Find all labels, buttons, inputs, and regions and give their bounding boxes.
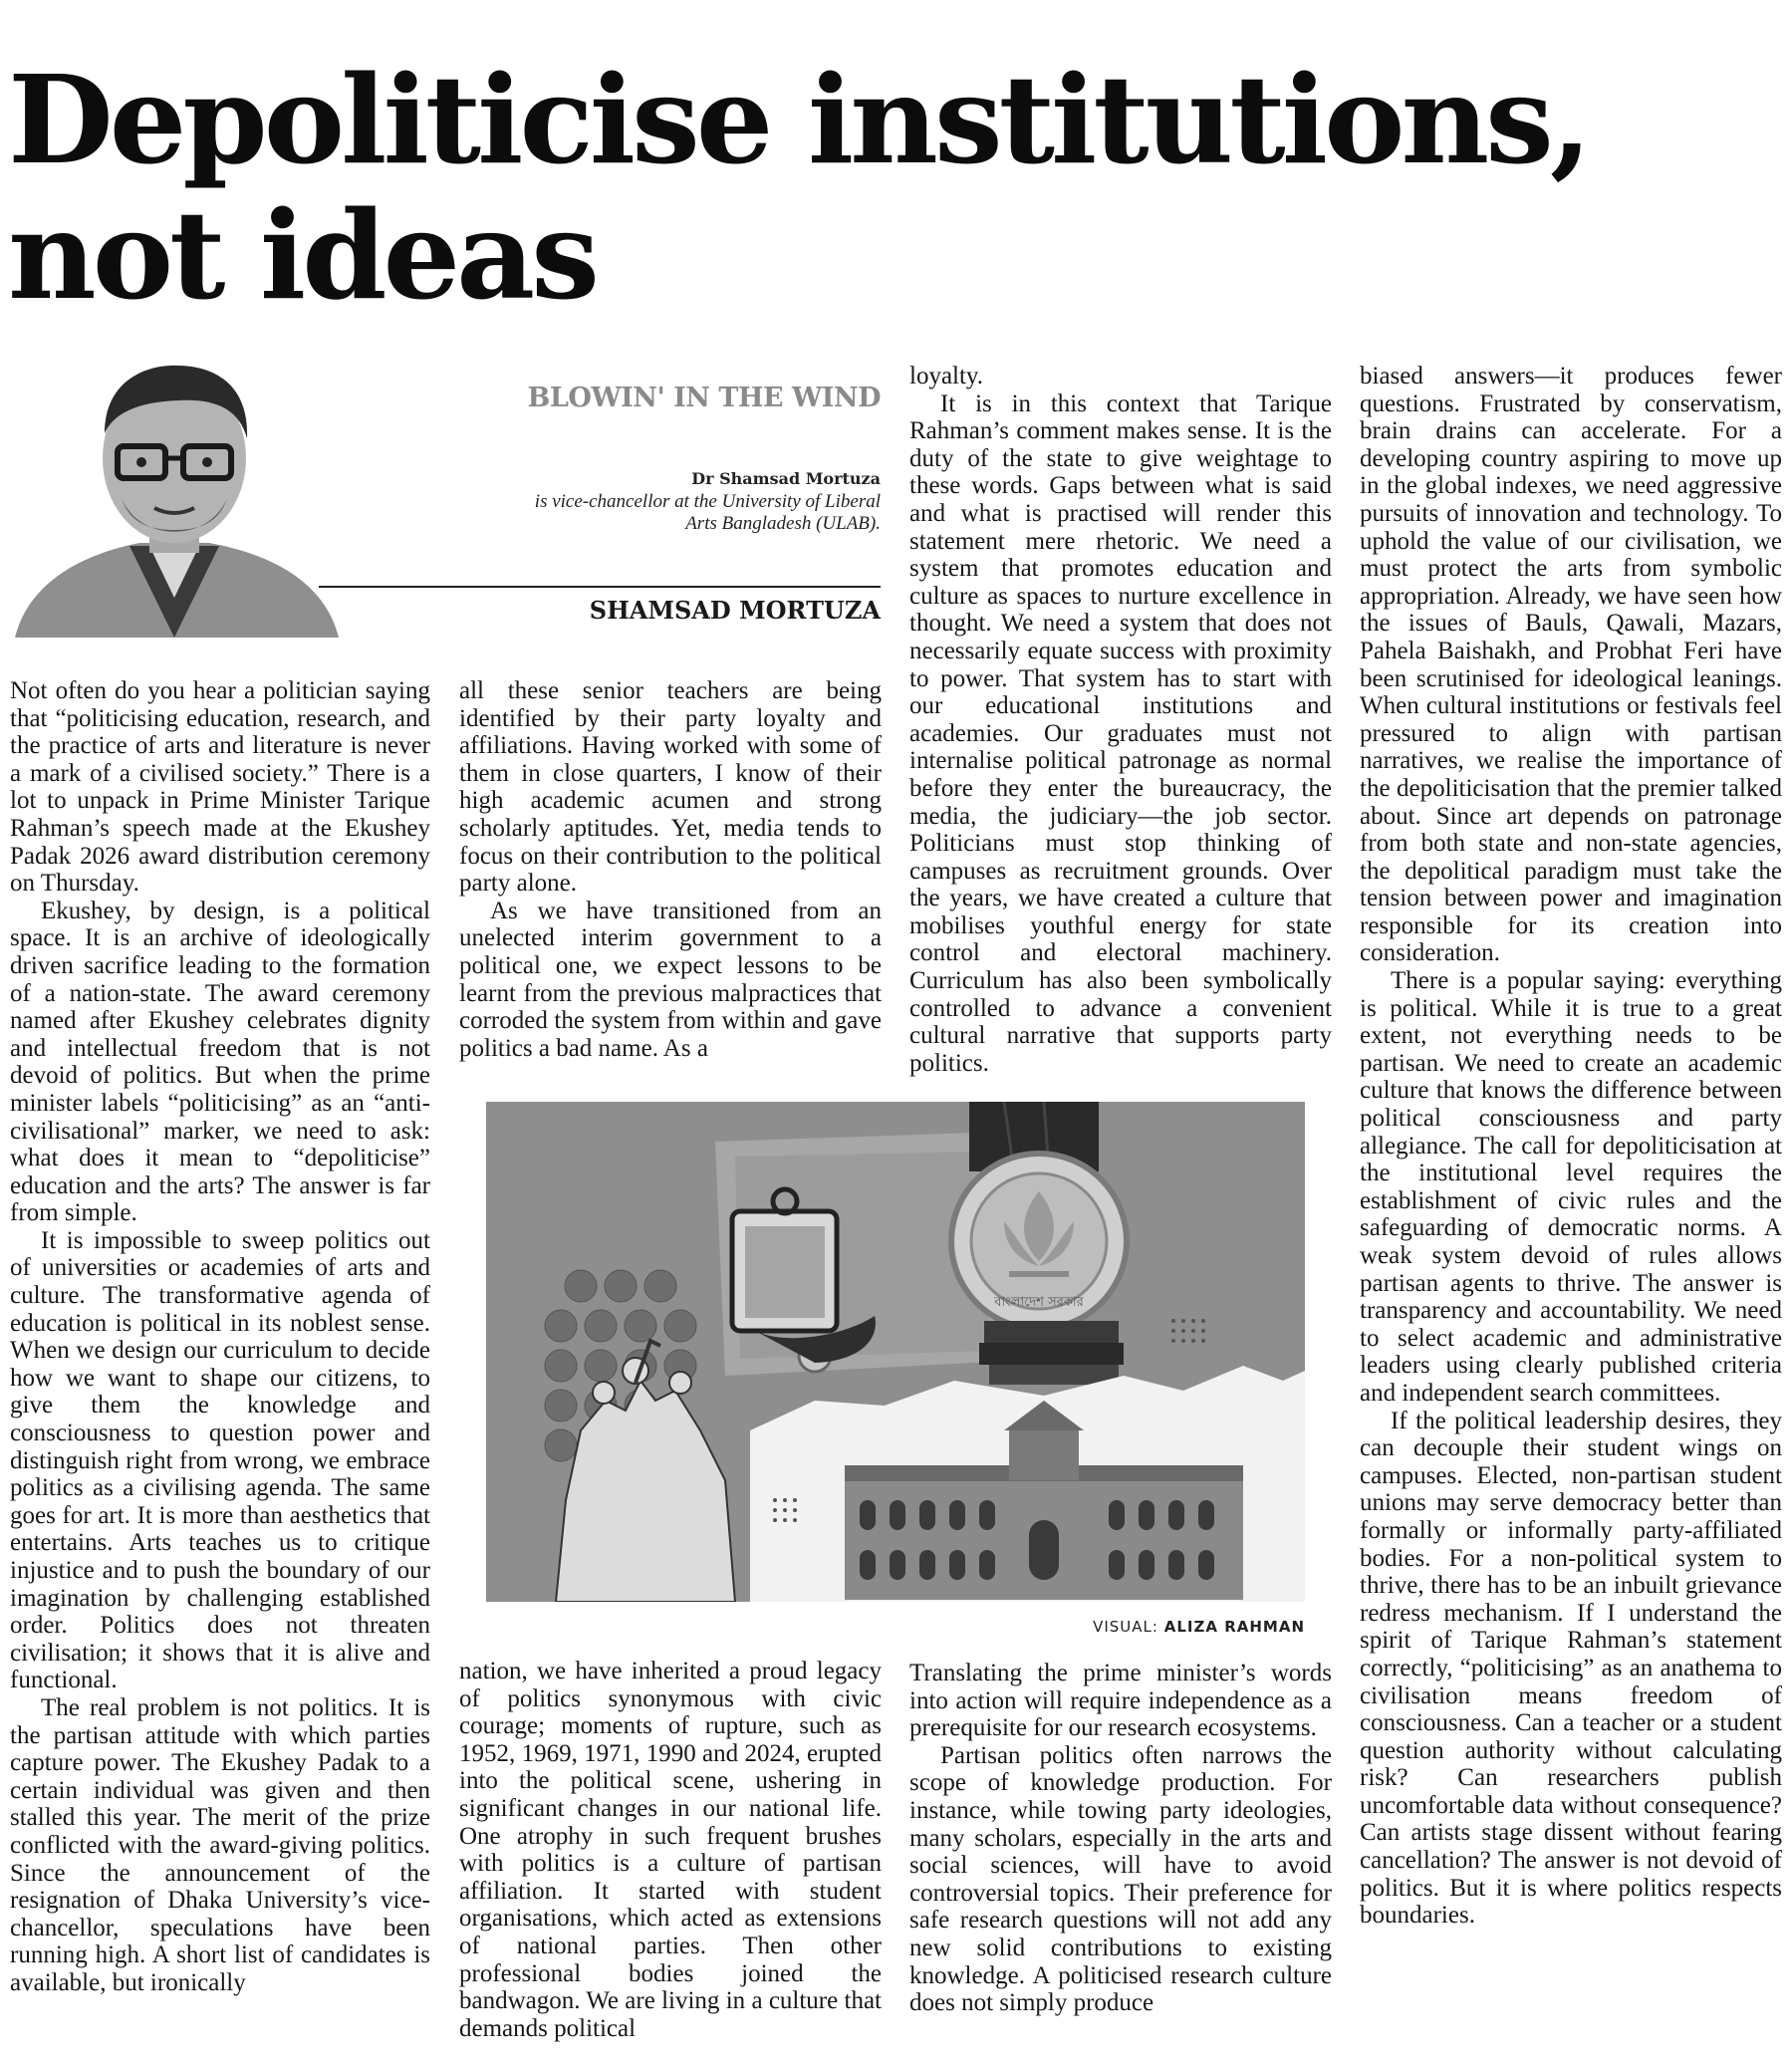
paragraph: If the political leadership desires, they can decouple their student wings on campuses. Elected, non-partisan student unions may serve democracy better than formally or informally party-affiliated bodies. For a non-political system to thrive, there has to be an inbuilt grievance redress mechanism. If I understand the spirit of Tarique Rahman’s statement correctly, “politicising” as an anathema to civilisation means freedom of consciousness. Can a teacher or a student question authority without calculating risk? Can researchers publish uncomfortable data without consequence? Can artists stage dissent without fearing cancellation? The answer is not devoid of politics. But it is where politics respects boundaries. bbox=[1360, 1407, 1782, 1930]
byline-description: is vice-chancellor at the University of Liberal Arts Bangladesh (ULAB). bbox=[534, 491, 881, 534]
paragraph: As we have transitioned from an unelected interim government to a political one, we expect lessons to be learnt from the previous malpractices that corroded the system from within and gave politics a bad name. As a bbox=[459, 897, 882, 1062]
article-column-3-top bbox=[909, 363, 1332, 1077]
paragraph: There is a popular saying: everything is political. While it is true to a great extent, not everything needs to be partisan. We need to create an academic culture that knows the difference between political consciousness and party allegiance. The call for depoliticisation at the institutional level requires the establishment of civic rules and the safeguarding of democratic norms. A weak system devoid of rules allows partisan agents to thrive. The answer is transparency and accountability. We need to select academic and administrative leaders using clearly published criteria and independent search committees. bbox=[1360, 967, 1782, 1407]
column-name: BLOWIN' IN THE WIND bbox=[527, 383, 881, 413]
article-column-2-bottom bbox=[459, 1658, 882, 2042]
byline-name: Dr Shamsad Mortuza bbox=[691, 469, 881, 488]
credit-label: VISUAL: bbox=[1093, 1618, 1158, 1636]
article-column-3-bottom bbox=[909, 1660, 1332, 2017]
paragraph: It is impossible to sweep politics out of universities or academies of arts and culture. The transformative agenda of education is political in its noblest sense. When we design our curriculum to decide how we want to shape our citizens, to give them the knowledge and consciousness to question power and distinguish right from wrong, we embrace politics as a civilising agenda. The same goes for art. It is more than aesthetics that entertains. Arts teaches us to critique injustice and to push the boundary of our imagination by challenging established order. Politics does not threaten civilisation; it shows that it is alive and functional. bbox=[10, 1226, 430, 1694]
author-name-caps: SHAMSAD MORTUZA bbox=[589, 596, 881, 625]
paragraph: loyalty. bbox=[909, 363, 984, 389]
article-column-2-top bbox=[459, 677, 882, 1062]
article-column-1 bbox=[10, 677, 430, 1997]
paragraph: nation, we have inherited a proud legacy of politics synonymous with civic courage; moments of rupture, such as 1952, 1969, 1971, 1990 and 2024, erupted into the political scene, ushering in significant changes in our national life. One atrophy in such frequent brushes with politics is a culture of partisan affiliation. It started with student organisations, which acted as extensions of national parties. Then other professional bodies joined the bandwagon. We are living in a culture that demands political bbox=[459, 1658, 882, 2042]
paragraph: Translating the prime minister’s words into action will require independence as a prerequisite for our research ecosystems. bbox=[909, 1660, 1332, 1742]
books-stack bbox=[979, 1321, 1124, 1385]
paragraph: Partisan politics often narrows the scope of knowledge production. For instance, while towing party ideologies, many scholars, especially in the arts and social sciences, will have to avoid controversial topics. Their preference for safe research questions will not add any new solid contributions to existing knowledge. A politicised research culture does not simply produce bbox=[909, 1741, 1332, 2017]
paragraph: all these senior teachers are being identified by their party loyalty and affiliations. Having worked with some of them in close quarters, I know of their high academic acumen and strong scholarly aptitudes. Yet, media tends to focus on their contribution to the political party alone. bbox=[459, 677, 882, 898]
paragraph: It is in this context that Tarique Rahman’s comment makes sense. It is the duty of the state to give weightage to these words. Gaps between what is said and what is practised will render this statement mere rhetoric. We need a system that promotes education and culture as spaces to nurture excellence in thought. We need a system that does not necessarily equate success with proximity to power. That system has to start with our educational institutions and academies. Our graduates must not internalise political patronage as normal before they enter the bureaucracy, the media, the judiciary—the job sector. Politicians must stop thinking of campuses as recruitment grounds. Over the years, we have created a culture that mobilises youthful energy for state control and electoral machinery. Curriculum has also been symbolically controlled to advance a convenient cultural narrative that supports party politics. bbox=[909, 389, 1332, 1077]
paragraph: The real problem is not politics. It is the partisan attitude with which parties capture power. The Ekushey Padak to a certain individual was given and then stalled this year. The merit of the prize conflicted with the award-giving politics. Since the announcement of the resignation of Dhaka University’s vice-chancellor, speculations have been running high. A short list of candidates is available, but ironically bbox=[10, 1693, 430, 1996]
collage-illustration bbox=[486, 1102, 1305, 1602]
image-credit bbox=[1074, 1618, 1305, 1636]
credit-name: ALIZA RAHMAN bbox=[1163, 1618, 1305, 1636]
seal-text: বাংলাদেশ সরকার bbox=[994, 1295, 1084, 1310]
byline-rule bbox=[319, 586, 881, 588]
paragraph: Ekushey, by design, is a political space. It is an archive of ideologically driven sacrifice leading to the formation of a nation-state. The award ceremony named after Ekushey celebrates dignity and intellectual freedom that is not devoid of politics. But when the prime minister labels “politicising” as an “anti-civilisational” marker, we need to ask: what does it mean to “depoliticise” education and the arts? The answer is far from simple. bbox=[10, 897, 430, 1227]
article-column-4 bbox=[1360, 363, 1782, 1930]
paragraph: Not often do you hear a politician saying that “politicising education, research, and the practice of arts and literature is never a mark of a civilised society.” There is a lot to unpack in Prime Minister Tarique Rahman’s speech made at the Ekushey Padak 2026 award distribution ceremony on Thursday. bbox=[10, 677, 430, 898]
headline: Depoliticise institutions, not ideas bbox=[8, 48, 1589, 327]
paragraph: biased answers—it produces fewer questions. Frustrated by conservatism, brain drains can accelerate. For a developing country aspiring to move up in the global indexes, we need aggressive pursuits of innovation and technology. To uphold the value of our civilisation, we must protect the arts from symbolic appropriation. Already, we have seen how the issues of Bauls, Qawali, Mazars, Pahela Baishakh, and Probhat Feri have been scrutinised for ideological leanings. When cultural institutions or festivals feel pressured to align with partisan narratives, we realise the importance of the depoliticisation that the premier talked about. Since art depends on patronage from both state and non-state agencies, the depolitical paradigm must take the tension between power and imagination responsible for its creation into consideration. bbox=[1360, 363, 1782, 967]
author-photo bbox=[10, 349, 339, 638]
